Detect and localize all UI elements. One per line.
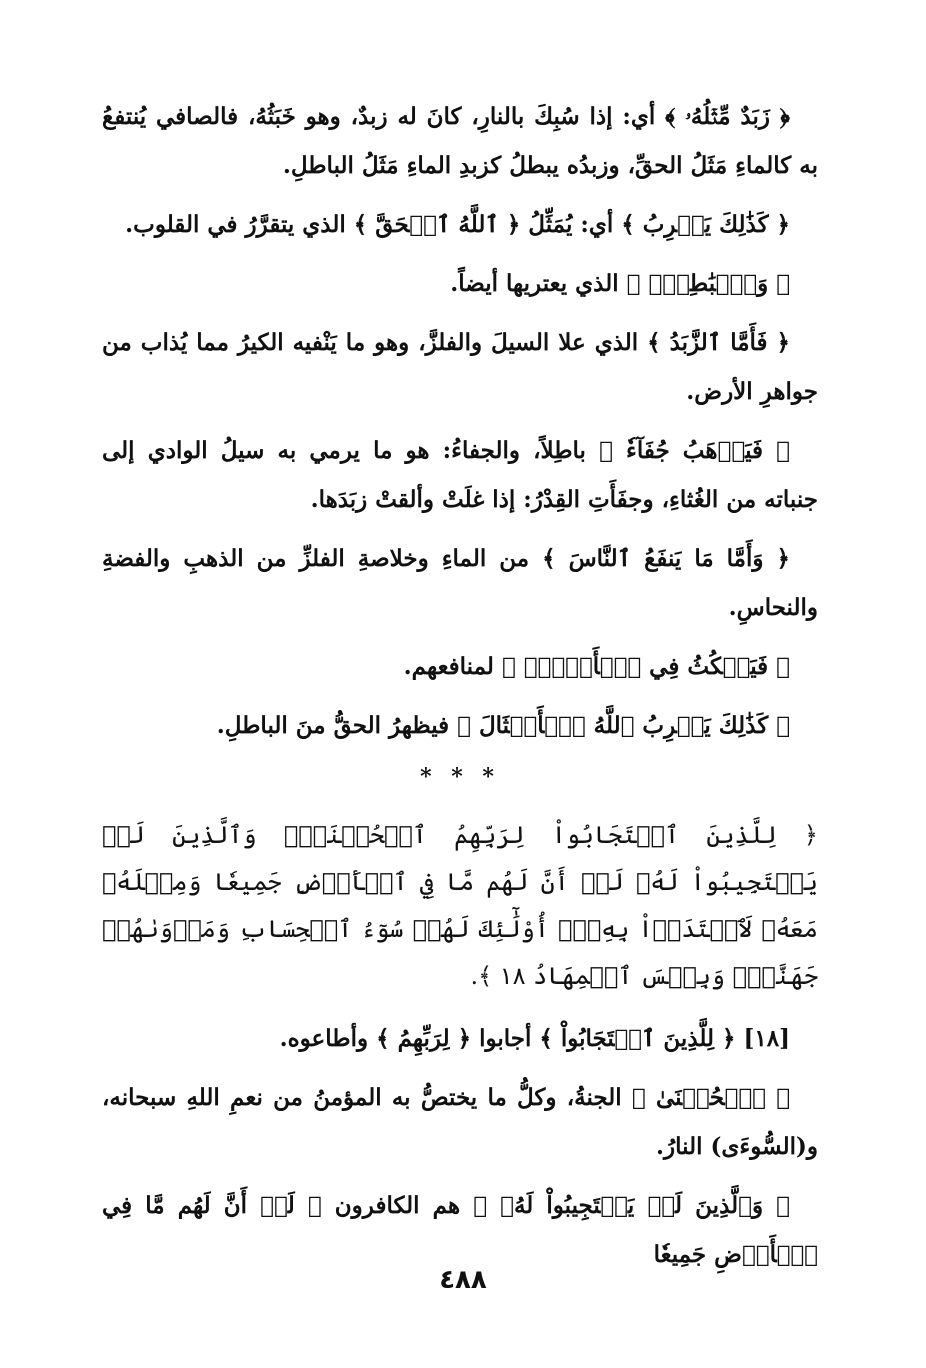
paragraph: ﴿ فَيَذۡهَبُ جُفَآءٗ ﴾ باطِلاً، والجفاءُ: هو ما يرمي به سيلُ الوادي إلى جنباته من الغُثاءِ، وجفَأَتِ القِدْرُ: إذا غلَتْ وألقتْ زبَدَها. (102, 437, 818, 513)
paragraph: ﴿ كَذَٰلِكَ يَضۡرِبُ ٱللَّهُ ٱلۡأَمۡثَالَ ﴾ فيظهرُ الحقُّ منَ الباطلِ. (216, 712, 790, 739)
paragraph: ﴿ وَأَمَّا مَا يَنفَعُ ٱلنَّاسَ ﴾ من الماءِ وخلاصةِ الفلزِّ من الذهبِ والفضةِ والنحاسِ. (102, 545, 818, 621)
page-number: ٤٨٨ (439, 1265, 487, 1295)
section-separator: * * * (420, 764, 500, 790)
page-body (102, 92, 818, 1292)
paragraph: ﴿ وَٱلۡبَٰطِلَۚ ﴾ الذي يعتريها أيضاً. (450, 270, 790, 297)
paragraph: ﴿ فَيَمۡكُثُ فِي ٱلۡأَرۡضِۚ ﴾ لمنافعهم. (403, 653, 790, 680)
commentary-paragraph: ﴿ وَٱلَّذِينَ لَمۡ يَسۡتَجِيبُواْ لَهُۥ ﴾ هم الكافرون ﴿ لَوۡ أَنَّ لَهُم مَّا فِي ٱلۡأَرۡضِ جَمِيعٗا (102, 1192, 818, 1268)
paragraph: ﴿ فَأَمَّا ٱلزَّبَدُ ﴾ الذي علا السيلَ والفلزَّ، وهو ما يَنْفيه الكيرُ مما يُذاب من جواهرِ الأرض. (102, 329, 818, 405)
commentary-paragraph: ﴿ ٱلۡحُسۡنَىٰ ﴾ الجنةُ، وكلُّ ما يختصُّ به المؤمنُ من نعمِ اللهِ سبحانه، و(السُّوءَى) النارُ. (102, 1084, 818, 1160)
commentary-paragraph: [١٨] ﴿ لِلَّذِينَ ٱسۡتَجَابُواْ ﴾ أجابوا ﴿ لِرَبِّهِمُ ﴾ وأطاعوه. (279, 1025, 790, 1052)
quran-verse: ﴿ لِلَّذِينَ ٱسۡتَجَابُواْ لِرَبِّهِمُ ٱلۡحُسۡنَىٰۚ وَٱلَّذِينَ لَمۡ يَسۡتَجِيبُواْ لَهُۥ لَوۡ أَنَّ لَهُم مَّا فِي ٱلۡأَرۡضِ جَمِيعٗا وَمِثۡلَهُۥ مَعَهُۥ لَٱفۡتَدَوۡاْ بِهِۦٓۚ أُوْلَٰٓئِكَ لَهُمۡ سُوٓءُ ٱلۡحِسَابِ وَمَأۡوَىٰهُمۡ جَهَنَّمُۖ وَبِئۡسَ ٱلۡمِهَادُ ١٨ ﴾. (102, 821, 818, 990)
paragraph: ﴿ زَبَدٌ مِّثۡلُهُۥ ﴾ أي: إذا سُبِكَ بالنارِ، كانَ له زبدٌ، وهو خَبَثُهُ، فالصافي يُنتفعُ به كالماءِ مَثَلُ الحقِّ، وزبدُه يبطلُ كزبدِ الماءِ مَثَلُ الباطلِ. (102, 103, 818, 179)
paragraph: ﴿ كَذَٰلِكَ يَضۡرِبُ ﴾ أي: يُمَثِّلُ ﴿ ٱللَّهُ ٱلۡحَقَّ ﴾ الذي يتقرَّرُ في القلوب. (125, 211, 790, 238)
